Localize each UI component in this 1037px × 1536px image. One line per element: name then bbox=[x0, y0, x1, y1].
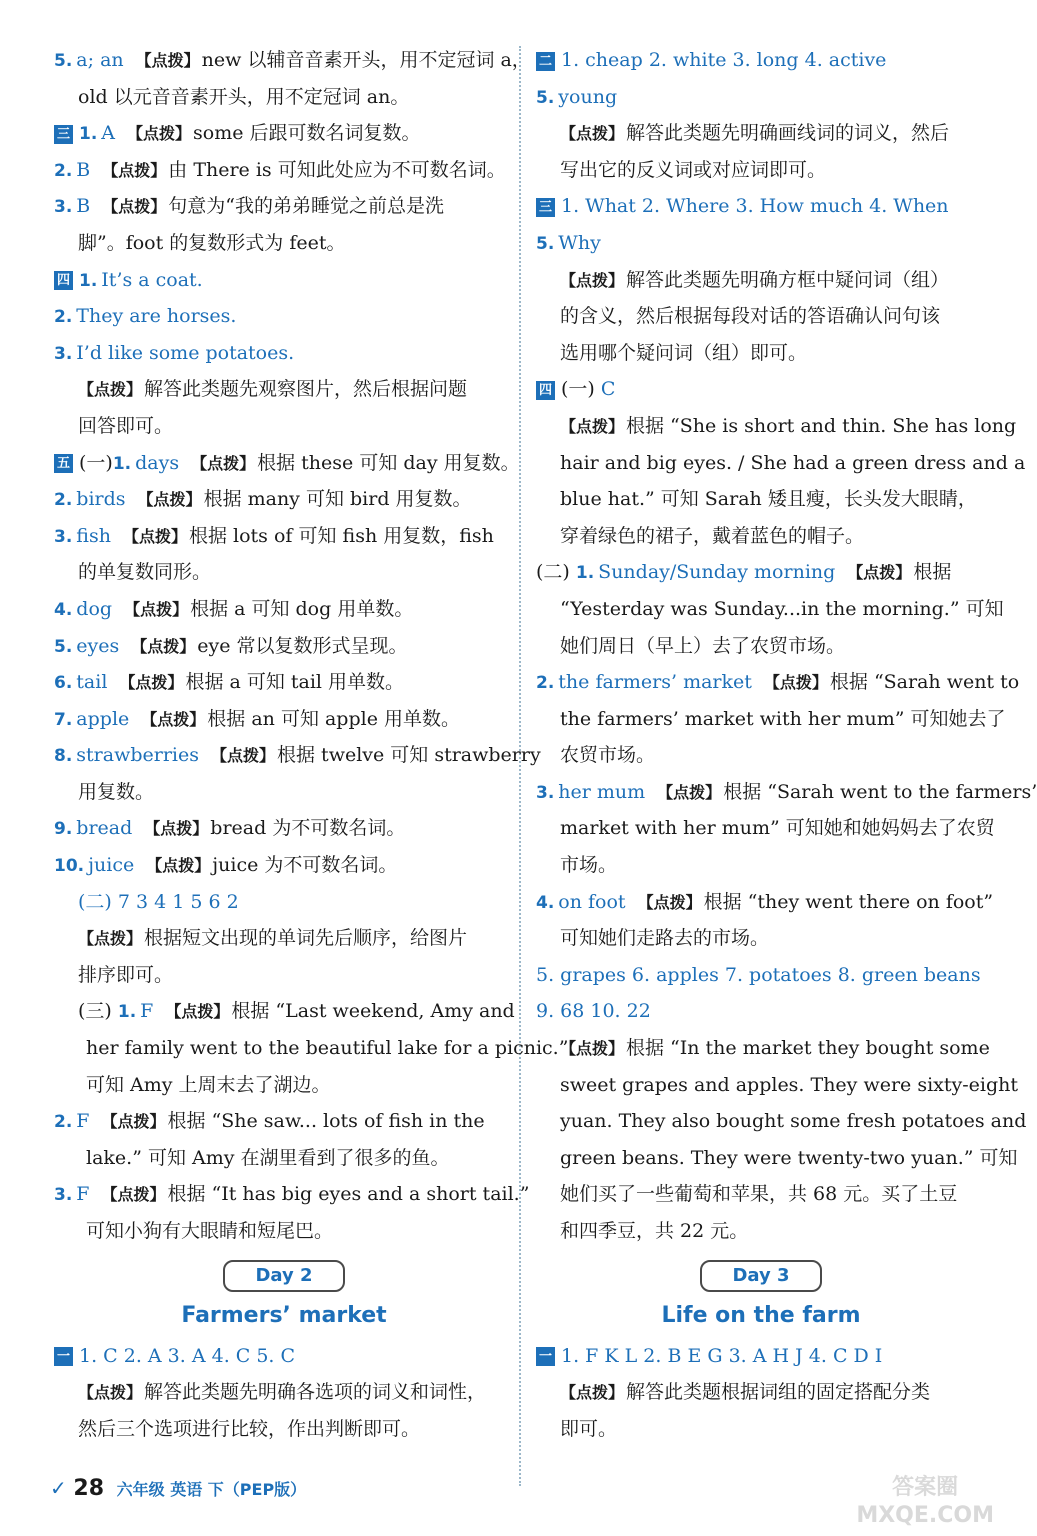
answer-line: (二) 7 3 4 1 5 6 2 bbox=[78, 890, 239, 913]
answer-line: 可知 Amy 上周末去了湖边。 bbox=[86, 1073, 331, 1096]
day-title: Life on the farm bbox=[661, 1302, 861, 1328]
check-icon: ✓ bbox=[50, 1476, 67, 1500]
day-title: Farmers’ market bbox=[181, 1302, 387, 1328]
section-four: 四 (一) C bbox=[536, 371, 986, 408]
book-title: 六年级 英语 下（PEP版） bbox=[116, 1480, 307, 1499]
answer-line: 3. F 【点拨】 根据 “It has big eyes and a short tail.” bbox=[54, 1183, 530, 1206]
section-one: 一 1. F K L 2. B E G 3. A H J 4. C D I bbox=[536, 1338, 986, 1375]
answer-line: 3. I’d like some potatoes. bbox=[54, 341, 295, 364]
answer-line: 5. grapes 6. apples 7. potatoes 8. green beans bbox=[536, 963, 981, 986]
section-three: 三 1. A 【点拨】 some 后跟可数名词复数。 bbox=[54, 115, 514, 152]
answer-line: 回答即可。 bbox=[78, 414, 174, 437]
answer-line: her family went to the beautiful lake for a picnic.” bbox=[86, 1037, 569, 1060]
answer-line: 脚”。foot 的复数形式为 feet。 bbox=[78, 231, 346, 254]
answer-line: 2. F 【点拨】 根据 “She saw... lots of fish in the bbox=[54, 1110, 485, 1133]
answer-line: 【点拨】 根据 “She is short and thin. She has long bbox=[560, 414, 1017, 437]
section-four: 四 1. It’s a coat. bbox=[54, 262, 514, 299]
answer-line: 和四季豆，共 22 元。 bbox=[560, 1220, 749, 1242]
answer-line: (二) 1. Sunday/Sunday morning 【点拨】 根据 bbox=[536, 561, 952, 584]
day-2-header bbox=[54, 1260, 514, 1294]
answer-line: 可知她们走路去的市场。 bbox=[560, 927, 770, 950]
answer-line: 即可。 bbox=[560, 1417, 618, 1440]
answer-line: 然后三个选项进行比较，作出判断即可。 bbox=[78, 1417, 421, 1440]
answer-line: 5. Why bbox=[536, 231, 601, 254]
answer-line: 用复数。 bbox=[78, 780, 155, 803]
answer-line: 【点拨】 解答此类题先明确方框中疑问词（组） bbox=[560, 268, 950, 291]
answer-line: 2. birds 【点拨】 根据 many 可知 bird 用复数。 bbox=[54, 488, 472, 511]
answer-line: 的单复数同形。 bbox=[78, 561, 212, 584]
answer-line: 9. bread 【点拨】 bread 为不可数名词。 bbox=[54, 817, 406, 840]
section-badge: 三 bbox=[536, 198, 555, 217]
section-badge: 五 bbox=[54, 454, 73, 473]
answer-line: 可知小狗有大眼睛和短尾巴。 bbox=[86, 1220, 334, 1242]
answer-line: 【点拨】 根据短文出现的单词先后顺序，给图片 bbox=[78, 927, 468, 950]
answer-line: 5. a; an 【点拨】 new 以辅音音素开头，用不定冠词 a， bbox=[54, 49, 531, 71]
answer-line: market with her mum” 可知她和她妈妈去了农贸 bbox=[560, 817, 995, 840]
answer-line: blue hat.” 可知 Sarah 矮且瘦，长头发大眼睛， bbox=[560, 488, 977, 511]
section-three: 三 1. What 2. Where 3. How much 4. When bbox=[536, 188, 986, 225]
answer-line: 写出它的反义词或对应词即可。 bbox=[560, 158, 827, 181]
section-badge: 四 bbox=[536, 381, 555, 400]
answer-line: 排序即可。 bbox=[78, 963, 174, 986]
answer-line: 4. dog 【点拨】 根据 a 可知 dog 用单数。 bbox=[54, 597, 414, 620]
answer-line: the farmers’ market with her mum” 可知她去了 bbox=[560, 707, 1006, 730]
page-number: 28 bbox=[73, 1476, 105, 1501]
answer-line: lake.” 可知 Amy 在湖里看到了很多的鱼。 bbox=[86, 1146, 450, 1169]
answer-line: 2. They are horses. bbox=[54, 305, 237, 328]
answer-line: 4. on foot 【点拨】 根据 “they went there on foot” bbox=[536, 890, 994, 913]
answer-line: 5. young bbox=[536, 85, 618, 108]
section-five: 五 (一)1. days 【点拨】 根据 these 可知 day 用复数。 bbox=[54, 445, 514, 482]
section-badge: 一 bbox=[54, 1347, 73, 1366]
answer-line: old 以元音音素开头，用不定冠词 an。 bbox=[78, 85, 410, 108]
answer-line: 【点拨】 解答此类题先明确各选项的词义和词性， bbox=[78, 1381, 487, 1404]
answer-line: 她们买了一些葡萄和苹果，共 68 元。买了土豆 bbox=[560, 1183, 958, 1206]
answer-line: (三) 1. F 【点拨】 根据 “Last weekend, Amy and bbox=[78, 1000, 515, 1023]
answer-line: 【点拨】 解答此类题根据词组的固定搭配分类 bbox=[560, 1381, 931, 1404]
answer-line: 7. apple 【点拨】 根据 an 可知 apple 用单数。 bbox=[54, 707, 460, 730]
answer-line: yuan. They also bought some fresh potatoes and bbox=[560, 1110, 1027, 1133]
answer-line: 9. 68 10. 22 bbox=[536, 1000, 651, 1023]
section-one: 一 1. C 2. A 3. A 4. C 5. C bbox=[54, 1338, 514, 1375]
day-3-header bbox=[536, 1260, 986, 1294]
answer-line: 3. her mum 【点拨】 根据 “Sarah went to the farmers’ bbox=[536, 780, 1037, 803]
answer-line: 市场。 bbox=[560, 854, 618, 877]
right-column bbox=[536, 42, 1037, 1447]
day-label: Day 3 bbox=[700, 1260, 821, 1292]
section-badge: 三 bbox=[54, 125, 73, 144]
answer-line: green beans. They were twenty-two yuan.” 可知 bbox=[560, 1146, 1018, 1169]
watermark: 答案圈 MXQE.COM bbox=[856, 1475, 994, 1528]
answer-line: 2. the farmers’ market 【点拨】 根据 “Sarah went to bbox=[536, 671, 1020, 694]
answer-line: hair and big eyes. / She had a green dress and a bbox=[560, 451, 1026, 474]
answer-line: 3. fish 【点拨】 根据 lots of 可知 fish 用复数，fish bbox=[54, 524, 494, 547]
answer-line: 她们周日（早上）去了农贸市场。 bbox=[560, 634, 846, 657]
answer-line: 农贸市场。 bbox=[560, 744, 656, 767]
answer-line: 【点拨】 解答此类题先观察图片，然后根据问题 bbox=[78, 378, 468, 401]
answer-line: 【点拨】 解答此类题先明确画线词的词义，然后 bbox=[560, 122, 950, 145]
answer-line: 5. eyes 【点拨】 eye 常以复数形式呈现。 bbox=[54, 634, 408, 657]
answer-line: 【点拨】 根据 “In the market they bought some bbox=[560, 1037, 990, 1060]
section-two: 二 1. cheap 2. white 3. long 4. active bbox=[536, 42, 986, 79]
answer-line: 2. B 【点拨】 由 There is 可知此处应为不可数名词。 bbox=[54, 158, 506, 181]
answer-line: 3. B 【点拨】 句意为“我的弟弟睡觉之前总是洗 bbox=[54, 195, 444, 218]
answer-line: 10. juice 【点拨】 juice 为不可数名词。 bbox=[54, 854, 398, 877]
answer-line: sweet grapes and apples. They were sixty-eight bbox=[560, 1073, 1019, 1096]
answer-line: 6. tail 【点拨】 根据 a 可知 tail 用单数。 bbox=[54, 671, 405, 694]
section-badge: 一 bbox=[536, 1347, 555, 1366]
answer-line: 选用哪个疑问词（组）即可。 bbox=[560, 341, 808, 364]
day-label: Day 2 bbox=[223, 1260, 344, 1292]
answer-line: 8. strawberries 【点拨】 根据 twelve 可知 strawberry bbox=[54, 744, 541, 767]
page-footer bbox=[50, 1472, 306, 1504]
answer-line: “Yesterday was Sunday...in the morning.” 可知 bbox=[560, 597, 1004, 620]
section-badge: 二 bbox=[536, 52, 555, 71]
answer-line: 的含义，然后根据每段对话的答语确认问句该 bbox=[560, 305, 941, 328]
section-badge: 四 bbox=[54, 271, 73, 290]
answer-line: 穿着绿色的裙子，戴着蓝色的帽子。 bbox=[560, 524, 865, 547]
